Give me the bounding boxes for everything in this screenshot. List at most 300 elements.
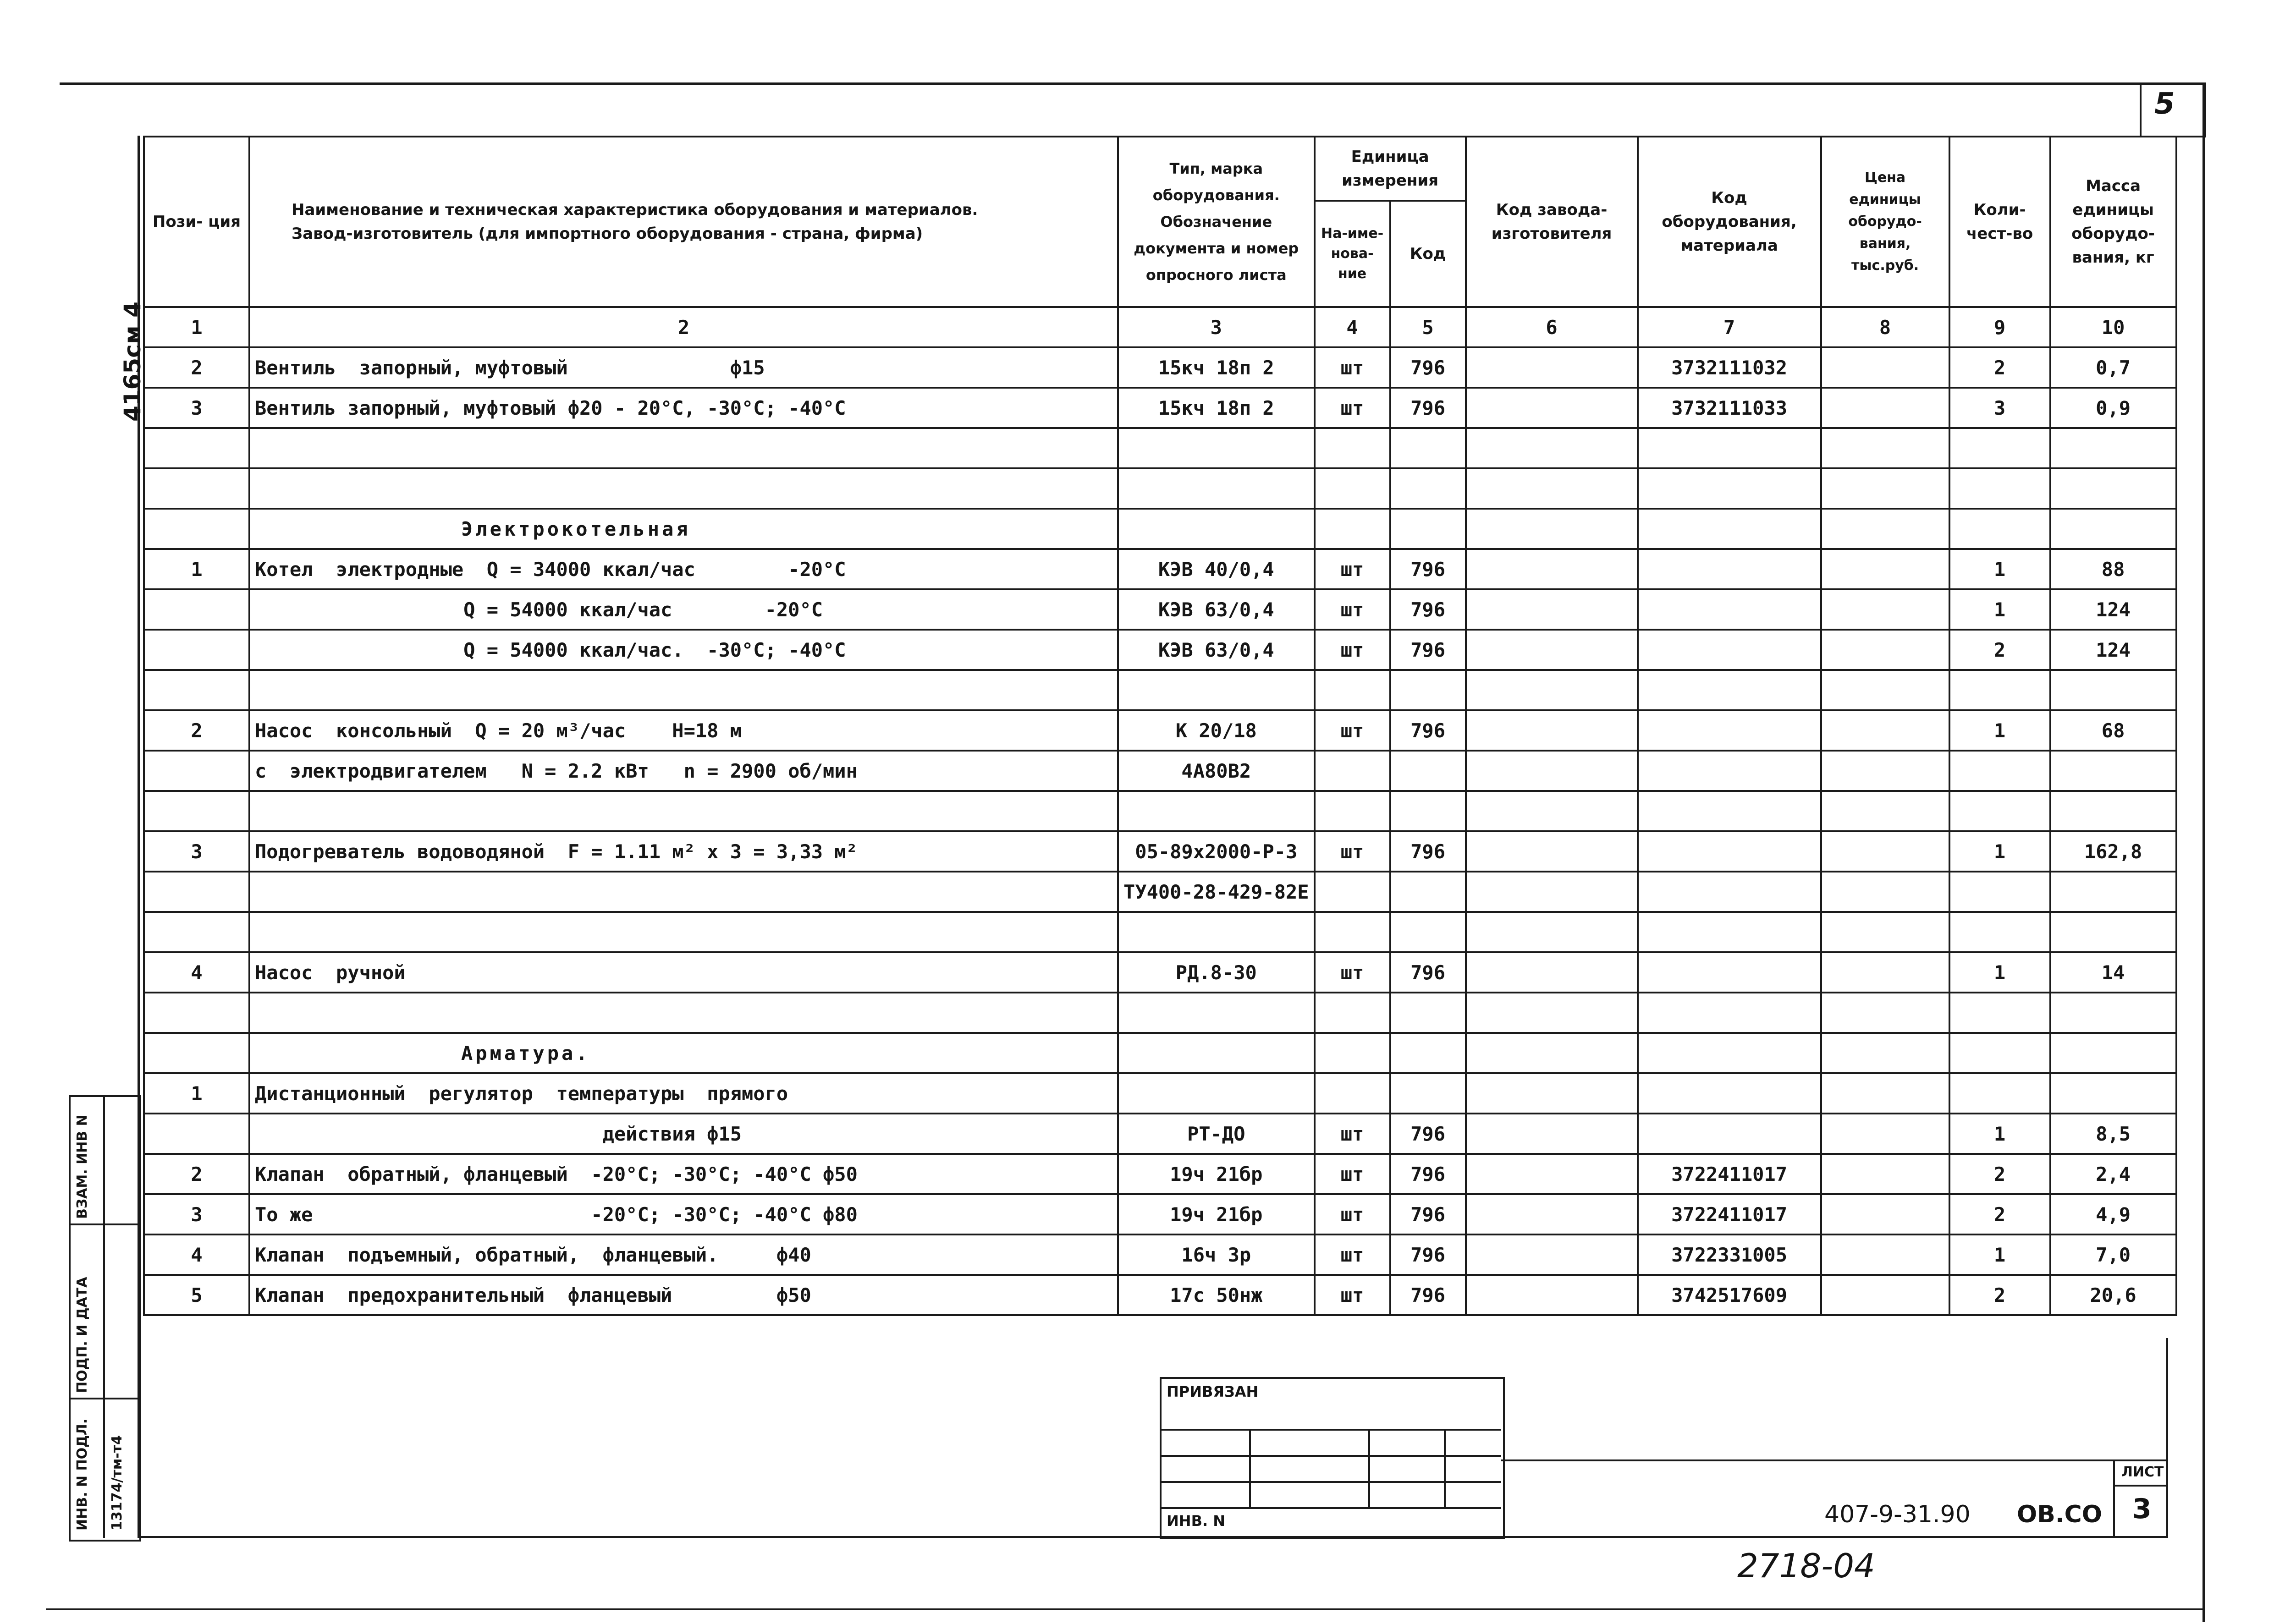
cell-unit	[1315, 670, 1390, 710]
cell-material-code: 3732111033	[1638, 388, 1821, 428]
cell-quantity: 2	[1949, 1154, 2050, 1194]
binding-stamp-title: ПРИВЯЗАН	[1167, 1383, 1259, 1400]
cell-mass: 88	[2050, 549, 2176, 589]
header-material-code: Код оборудования, материала	[1638, 137, 1821, 307]
table-row	[144, 388, 2176, 428]
cell-unit-code: 796	[1390, 589, 1466, 630]
cell-position	[144, 428, 249, 468]
cell-quantity: 3	[1949, 388, 2050, 428]
cell-name	[249, 872, 1118, 912]
sheet-number-top: 5	[2154, 87, 2175, 121]
cell-position	[144, 630, 249, 670]
binding-stamp-line-3	[1160, 1481, 1501, 1483]
cell-mass	[2050, 791, 2176, 831]
cell-price	[1821, 791, 1949, 831]
binding-stamp-vline-1	[1249, 1429, 1251, 1509]
cell-position	[144, 751, 249, 791]
table-row	[144, 549, 2176, 589]
cell-name: Вентиль запорный, муфтовый ф20 - 20°С, -30°С; -40°С	[249, 388, 1118, 428]
cell-name: Дистанционный регулятор температуры прямого	[249, 1073, 1118, 1114]
cell-type	[1118, 1073, 1315, 1114]
header-unit-name: На-име-нова-ние	[1315, 201, 1390, 307]
cell-quantity: 1	[1949, 549, 2050, 589]
cell-factory-code	[1466, 428, 1638, 468]
cell-name: действия ф15	[249, 1114, 1118, 1154]
cell-unit-code: 796	[1390, 549, 1466, 589]
cell-quantity: 1	[1949, 831, 2050, 872]
cell-factory-code	[1466, 1154, 1638, 1194]
side-stamp-vzam-inv: ВЗАМ. ИНВ N	[74, 1114, 90, 1219]
table-row	[144, 710, 2176, 751]
cell-position: 3	[144, 831, 249, 872]
table-row	[144, 872, 2176, 912]
cell-unit	[1315, 751, 1390, 791]
cell-type	[1118, 912, 1315, 952]
cell-position: 4	[144, 952, 249, 993]
cell-position: 3	[144, 388, 249, 428]
cell-name: с электродвигателем N = 2.2 кВт n = 2900 об/мин	[249, 751, 1118, 791]
header-quantity: Коли-чест-во	[1949, 137, 2050, 307]
cell-mass: 20,6	[2050, 1275, 2176, 1315]
cell-name	[249, 428, 1118, 468]
cell-type	[1118, 791, 1315, 831]
cell-price	[1821, 912, 1949, 952]
cell-type: РД.8-30	[1118, 952, 1315, 993]
binding-stamp-vline-3	[1444, 1429, 1446, 1509]
cell-material-code	[1638, 670, 1821, 710]
bottom-border-line	[46, 1608, 2205, 1610]
cell-unit	[1315, 509, 1390, 549]
cell-unit: шт	[1315, 1234, 1390, 1275]
cell-factory-code	[1466, 912, 1638, 952]
cell-mass	[2050, 872, 2176, 912]
cell-unit-code: 796	[1390, 1275, 1466, 1315]
cell-price	[1821, 630, 1949, 670]
cell-material-code	[1638, 952, 1821, 993]
cell-mass: 0,9	[2050, 388, 2176, 428]
table-row	[144, 1073, 2176, 1114]
cell-name: Q = 54000 ккал/час -20°С	[249, 589, 1118, 630]
cell-name	[249, 468, 1118, 509]
cell-unit-code: 796	[1390, 831, 1466, 872]
cell-name: Клапан предохранительный фланцевый ф50	[249, 1275, 1118, 1315]
binding-stamp-vline-2	[1368, 1429, 1370, 1509]
cell-mass	[2050, 751, 2176, 791]
header-unit: Единица измерения	[1315, 137, 1466, 201]
cell-price	[1821, 1154, 1949, 1194]
cell-type: КЭВ 63/0,4	[1118, 630, 1315, 670]
colnum-5: 5	[1390, 307, 1466, 347]
cell-unit-code: 796	[1390, 347, 1466, 388]
cell-factory-code	[1466, 589, 1638, 630]
cell-quantity	[1949, 670, 2050, 710]
cell-material-code	[1638, 710, 1821, 751]
cell-unit-code: 796	[1390, 1154, 1466, 1194]
cell-price	[1821, 952, 1949, 993]
cell-unit: шт	[1315, 1275, 1390, 1315]
section-title: Арматура.	[249, 1033, 1118, 1073]
colnum-3: 3	[1118, 307, 1315, 347]
cell-price	[1821, 1033, 1949, 1073]
cell-position	[144, 1114, 249, 1154]
binding-stamp-line-4	[1160, 1507, 1501, 1509]
cell-mass: 162,8	[2050, 831, 2176, 872]
cell-mass: 68	[2050, 710, 2176, 751]
cell-mass: 8,5	[2050, 1114, 2176, 1154]
cell-type: КЭВ 63/0,4	[1118, 589, 1315, 630]
cell-type: КЭВ 40/0,4	[1118, 549, 1315, 589]
cell-type	[1118, 670, 1315, 710]
cell-unit	[1315, 1033, 1390, 1073]
document-section: ОВ.СО	[2017, 1501, 2102, 1528]
table-row	[144, 912, 2176, 952]
cell-unit: шт	[1315, 1114, 1390, 1154]
cell-unit: шт	[1315, 388, 1390, 428]
list-box-divider	[2113, 1485, 2168, 1487]
cell-position	[144, 791, 249, 831]
cell-factory-code	[1466, 952, 1638, 993]
cell-type: РТ-ДО	[1118, 1114, 1315, 1154]
cell-price	[1821, 1275, 1949, 1315]
cell-position: 5	[144, 1275, 249, 1315]
cell-factory-code	[1466, 751, 1638, 791]
header-unit-code: Код	[1390, 201, 1466, 307]
cell-unit	[1315, 993, 1390, 1033]
colnum-7: 7	[1638, 307, 1821, 347]
bottom-number: 2718-04	[1737, 1547, 1875, 1585]
cell-name: Клапан обратный, фланцевый -20°С; -30°С; -40°С ф50	[249, 1154, 1118, 1194]
cell-unit: шт	[1315, 630, 1390, 670]
header-mass: Масса единицы оборудо-вания, кг	[2050, 137, 2176, 307]
cell-price	[1821, 549, 1949, 589]
cell-position: 2	[144, 347, 249, 388]
title-block-line-mid	[1501, 1459, 2168, 1461]
cell-quantity: 1	[1949, 952, 2050, 993]
cell-unit: шт	[1315, 1154, 1390, 1194]
cell-position: 2	[144, 710, 249, 751]
cell-price	[1821, 872, 1949, 912]
binding-stamp-line-2	[1160, 1455, 1501, 1457]
cell-material-code	[1638, 468, 1821, 509]
cell-name: То же -20°С; -30°С; -40°С ф80	[249, 1194, 1118, 1234]
cell-name: Насос ручной	[249, 952, 1118, 993]
cell-unit-code	[1390, 872, 1466, 912]
binding-stamp-line-1	[1160, 1429, 1501, 1431]
cell-quantity	[1949, 468, 2050, 509]
cell-position	[144, 670, 249, 710]
cell-position	[144, 509, 249, 549]
cell-type: 17с 50нж	[1118, 1275, 1315, 1315]
cell-quantity	[1949, 872, 2050, 912]
table-row	[144, 428, 2176, 468]
cell-unit-code	[1390, 912, 1466, 952]
cell-unit-code: 796	[1390, 1114, 1466, 1154]
cell-price	[1821, 1234, 1949, 1275]
side-stamp-divider-v	[103, 1095, 105, 1538]
cell-quantity: 2	[1949, 1275, 2050, 1315]
cell-type: 4А80В2	[1118, 751, 1315, 791]
cell-material-code: 3742517609	[1638, 1275, 1821, 1315]
colnum-2: 2	[249, 307, 1118, 347]
cell-unit-code: 796	[1390, 952, 1466, 993]
cell-mass	[2050, 468, 2176, 509]
cell-price	[1821, 1194, 1949, 1234]
binding-stamp-inv: ИНВ. N	[1167, 1512, 1226, 1530]
list-label: ЛИСТ	[2121, 1464, 2164, 1480]
cell-mass	[2050, 993, 2176, 1033]
cell-position	[144, 872, 249, 912]
header-price: Цена единицы оборудо-вания, тыс.руб.	[1821, 137, 1949, 307]
cell-name	[249, 993, 1118, 1033]
cell-unit-code: 796	[1390, 630, 1466, 670]
header-name: Наименование и техническая характеристика оборудования и материалов. Завод-изготовитель (для импортного оборудования - страна, фирма)	[249, 137, 1118, 307]
right-border-line	[2202, 82, 2205, 1622]
cell-unit-code	[1390, 751, 1466, 791]
cell-name: Насос консольный Q = 20 м³/час Н=18 м	[249, 710, 1118, 751]
cell-unit-code: 796	[1390, 1194, 1466, 1234]
cell-mass: 2,4	[2050, 1154, 2176, 1194]
cell-price	[1821, 589, 1949, 630]
table-row	[144, 1194, 2176, 1234]
colnum-4: 4	[1315, 307, 1390, 347]
cell-position: 2	[144, 1154, 249, 1194]
cell-mass	[2050, 1033, 2176, 1073]
cell-unit-code: 796	[1390, 388, 1466, 428]
cell-unit	[1315, 428, 1390, 468]
table-row	[144, 589, 2176, 630]
cell-price	[1821, 831, 1949, 872]
cell-type	[1118, 993, 1315, 1033]
cell-material-code	[1638, 791, 1821, 831]
cell-material-code	[1638, 751, 1821, 791]
cell-price	[1821, 670, 1949, 710]
section-row	[144, 509, 2176, 549]
cell-unit	[1315, 912, 1390, 952]
cell-type	[1118, 1033, 1315, 1073]
cell-type: 15кч 18п 2	[1118, 347, 1315, 388]
table-row	[144, 1154, 2176, 1194]
cell-name: Котел электродные Q = 34000 ккал/час -20°С	[249, 549, 1118, 589]
cell-price	[1821, 468, 1949, 509]
cell-type	[1118, 468, 1315, 509]
cell-quantity: 1	[1949, 589, 2050, 630]
cell-type	[1118, 509, 1315, 549]
cell-factory-code	[1466, 670, 1638, 710]
cell-name	[249, 912, 1118, 952]
cell-material-code: 3722411017	[1638, 1154, 1821, 1194]
section-title: Электрокотельная	[249, 509, 1118, 549]
cell-mass: 124	[2050, 630, 2176, 670]
colnum-8: 8	[1821, 307, 1949, 347]
list-number: 3	[2132, 1493, 2152, 1525]
cell-quantity	[1949, 509, 2050, 549]
specification-body	[144, 347, 2176, 1315]
cell-type: 05-89x2000-Р-3	[1118, 831, 1315, 872]
table-row	[144, 1275, 2176, 1315]
cell-material-code	[1638, 872, 1821, 912]
colnum-1: 1	[144, 307, 249, 347]
cell-price	[1821, 388, 1949, 428]
title-block-line-bottom	[138, 1536, 2168, 1538]
cell-unit-code	[1390, 428, 1466, 468]
cell-unit-code: 796	[1390, 710, 1466, 751]
colnum-10: 10	[2050, 307, 2176, 347]
cell-quantity: 1	[1949, 1114, 2050, 1154]
specification-table	[143, 136, 2177, 1316]
cell-price	[1821, 509, 1949, 549]
cell-material-code	[1638, 428, 1821, 468]
cell-price	[1821, 993, 1949, 1033]
cell-mass	[2050, 670, 2176, 710]
cell-type	[1118, 428, 1315, 468]
cell-factory-code	[1466, 630, 1638, 670]
cell-factory-code	[1466, 1114, 1638, 1154]
cell-material-code	[1638, 630, 1821, 670]
cell-unit-code	[1390, 993, 1466, 1033]
cell-price	[1821, 428, 1949, 468]
cell-factory-code	[1466, 388, 1638, 428]
header-position: Пози- ция	[144, 137, 249, 307]
cell-factory-code	[1466, 993, 1638, 1033]
cell-quantity	[1949, 1033, 2050, 1073]
cell-material-code	[1638, 1114, 1821, 1154]
colnum-6: 6	[1466, 307, 1638, 347]
cell-name: Q = 54000 ккал/час. -30°С; -40°С	[249, 630, 1118, 670]
table-row	[144, 630, 2176, 670]
cell-unit: шт	[1315, 1194, 1390, 1234]
cell-position: 3	[144, 1194, 249, 1234]
cell-factory-code	[1466, 549, 1638, 589]
table-row	[144, 993, 2176, 1033]
header-type: Тип, марка оборудования. Обозначение документа и номер опросного листа	[1118, 137, 1315, 307]
cell-material-code	[1638, 509, 1821, 549]
cell-quantity	[1949, 791, 2050, 831]
cell-quantity: 2	[1949, 630, 2050, 670]
cell-unit: шт	[1315, 589, 1390, 630]
cell-unit: шт	[1315, 347, 1390, 388]
cell-factory-code	[1466, 1033, 1638, 1073]
cell-factory-code	[1466, 1194, 1638, 1234]
cell-factory-code	[1466, 1275, 1638, 1315]
title-block-right-line	[2166, 1338, 2168, 1538]
cell-quantity	[1949, 912, 2050, 952]
cell-unit: шт	[1315, 710, 1390, 751]
cell-position: 4	[144, 1234, 249, 1275]
cell-unit-code	[1390, 1073, 1466, 1114]
cell-price	[1821, 1073, 1949, 1114]
cell-unit-code	[1390, 1033, 1466, 1073]
cell-mass	[2050, 509, 2176, 549]
cell-material-code	[1638, 1033, 1821, 1073]
side-stamp-podp-data: ПОДП. И ДАТА	[74, 1277, 90, 1393]
cell-unit-code	[1390, 468, 1466, 509]
cell-price	[1821, 1114, 1949, 1154]
cell-type: 15кч 18п 2	[1118, 388, 1315, 428]
cell-mass	[2050, 1073, 2176, 1114]
cell-type: ТУ400-28-429-82Е	[1118, 872, 1315, 912]
top-border-line	[60, 82, 2205, 85]
table-row	[144, 468, 2176, 509]
table-row	[144, 1234, 2176, 1275]
cell-factory-code	[1466, 1073, 1638, 1114]
cell-material-code	[1638, 549, 1821, 589]
cell-unit: шт	[1315, 549, 1390, 589]
cell-unit: шт	[1315, 831, 1390, 872]
cell-unit	[1315, 1073, 1390, 1114]
cell-position	[144, 589, 249, 630]
cell-unit-code: 796	[1390, 1234, 1466, 1275]
cell-material-code	[1638, 1073, 1821, 1114]
cell-factory-code	[1466, 872, 1638, 912]
cell-material-code	[1638, 589, 1821, 630]
cell-unit: шт	[1315, 952, 1390, 993]
cell-name: Клапан подъемный, обратный, фланцевый. ф40	[249, 1234, 1118, 1275]
cell-factory-code	[1466, 509, 1638, 549]
table-row	[144, 751, 2176, 791]
cell-type: 19ч 21бр	[1118, 1194, 1315, 1234]
cell-quantity	[1949, 1073, 2050, 1114]
cell-type: 19ч 21бр	[1118, 1154, 1315, 1194]
cell-factory-code	[1466, 831, 1638, 872]
cell-mass	[2050, 428, 2176, 468]
cell-type: 16ч 3р	[1118, 1234, 1315, 1275]
cell-mass: 0,7	[2050, 347, 2176, 388]
colnum-9: 9	[1949, 307, 2050, 347]
table-row	[144, 670, 2176, 710]
cell-mass: 124	[2050, 589, 2176, 630]
cell-type: К 20/18	[1118, 710, 1315, 751]
list-box-left-line	[2113, 1459, 2115, 1538]
cell-unit-code	[1390, 670, 1466, 710]
cell-unit-code	[1390, 509, 1466, 549]
document-code: 407-9-31.90	[1824, 1501, 1971, 1528]
cell-material-code: 3732111032	[1638, 347, 1821, 388]
cell-name: Вентиль запорный, муфтовый ф15	[249, 347, 1118, 388]
cell-material-code: 3722411017	[1638, 1194, 1821, 1234]
cell-mass: 4,9	[2050, 1194, 2176, 1234]
cell-factory-code	[1466, 1234, 1638, 1275]
cell-quantity	[1949, 428, 2050, 468]
cell-unit	[1315, 468, 1390, 509]
table-row	[144, 791, 2176, 831]
cell-quantity	[1949, 751, 2050, 791]
column-number-row	[144, 307, 2176, 347]
header-factory-code: Код завода-изготовителя	[1466, 137, 1638, 307]
cell-name	[249, 670, 1118, 710]
cell-position: 1	[144, 549, 249, 589]
cell-position	[144, 912, 249, 952]
cell-name	[249, 791, 1118, 831]
table-row	[144, 952, 2176, 993]
cell-material-code	[1638, 993, 1821, 1033]
section-row	[144, 1033, 2176, 1073]
cell-price	[1821, 751, 1949, 791]
cell-material-code: 3722331005	[1638, 1234, 1821, 1275]
table-row	[144, 831, 2176, 872]
cell-quantity: 1	[1949, 1234, 2050, 1275]
cell-material-code	[1638, 831, 1821, 872]
cell-price	[1821, 347, 1949, 388]
side-code: 4165см 4	[119, 302, 146, 422]
cell-price	[1821, 710, 1949, 751]
cell-quantity: 2	[1949, 1194, 2050, 1234]
cell-position	[144, 468, 249, 509]
side-stamp-inv-podl-value: 13174/тм-т4	[109, 1435, 125, 1531]
cell-quantity: 2	[1949, 347, 2050, 388]
cell-factory-code	[1466, 791, 1638, 831]
cell-mass: 7,0	[2050, 1234, 2176, 1275]
cell-position: 1	[144, 1073, 249, 1114]
